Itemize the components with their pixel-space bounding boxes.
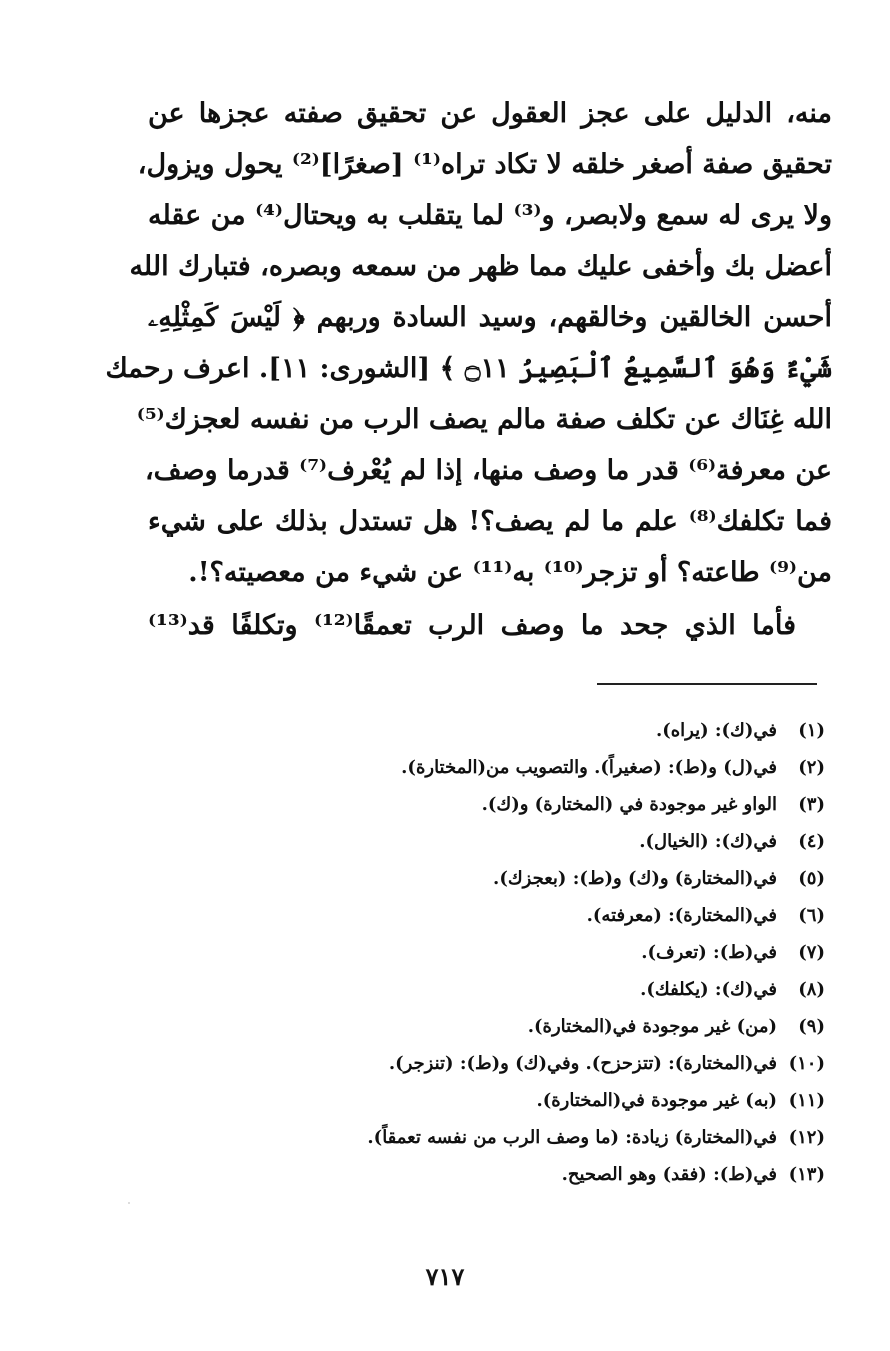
footnote-text: في(المختارة) و(ك) و(ط): (بعجزك).	[493, 868, 777, 889]
text-line: منه، الدليل على عجز العقول عن تحقيق صفته عجزها عن	[148, 98, 832, 129]
footnote-text: في(ط): (فقد) وهو الصحيح.	[561, 1164, 777, 1185]
footnote-text: (به) غير موجودة في(المختارة).	[536, 1090, 777, 1111]
footnote-number: (١٠)	[788, 1053, 825, 1074]
footnote-text: في(ك): (يراه).	[655, 720, 777, 741]
footnote-separator	[597, 683, 817, 685]
footnote-item	[300, 971, 825, 1008]
footnote-text: في(المختارة): (تتزحزح). وفي(ك) و(ط): (تنزجر).	[388, 1053, 777, 1074]
paragraph-start-line: فأما الذي جحد ما وصف الرب تعمقًا⁽¹²⁾ وتكلفًا قد⁽¹³⁾	[148, 610, 796, 641]
main-text-body	[105, 88, 833, 651]
footnote-number: (٦)	[798, 905, 825, 926]
footnote-text: في(ك): (يكلفك).	[640, 979, 777, 1000]
footnote-item	[300, 823, 825, 860]
footnote-text: في(المختارة) زيادة: (ما وصف الرب من نفسه تعمقاً).	[367, 1127, 777, 1148]
footnote-item	[300, 1156, 825, 1193]
text-line: ولا يرى له سمع ولابصر، و⁽³⁾ لما يتقلب به ويحتال⁽⁴⁾ من عقله	[148, 200, 832, 231]
page-number: ٧١٧	[425, 1262, 465, 1291]
footnote-item	[300, 1045, 825, 1082]
text-line: الله غِنَاك عن تكلف صفة مالم يصف الرب من نفسه لعجزك⁽⁵⁾	[136, 404, 832, 435]
footnote-number: (٣)	[798, 794, 825, 815]
footnote-item	[300, 1119, 825, 1156]
footnote-item	[300, 860, 825, 897]
text-line: عن معرفة⁽⁶⁾ قدر ما وصف منها، إذا لم يُعْرف⁽⁷⁾ قدرما وصف،	[144, 455, 832, 486]
text-line: من⁽⁹⁾ طاعته؟ أو تزجر⁽¹⁰⁾ به⁽¹¹⁾ عن شيء من معصيته؟!.	[188, 557, 832, 588]
footnote-number: (١٢)	[788, 1127, 825, 1148]
scan-speck	[128, 1202, 130, 1204]
footnote-text: الواو غير موجودة في (المختارة) و(ك).	[481, 794, 777, 815]
footnote-text: (من) غير موجودة في(المختارة).	[527, 1016, 777, 1037]
footnote-item	[300, 1082, 825, 1119]
footnote-number: (٤)	[798, 831, 825, 852]
text-line: أعضل بك وأخفى عليك مما ظهر من سمعه وبصره، فتبارك الله	[129, 251, 832, 282]
footnote-item	[300, 934, 825, 971]
text-line: أحسن الخالقين وخالقهم، وسيد السادة وربهم ﴿ لَيْسَ كَمِثْلِهِۦ	[148, 302, 832, 333]
footnote-item	[300, 897, 825, 934]
footnote-item	[300, 786, 825, 823]
footnote-item	[300, 1008, 825, 1045]
text-line: تحقيق صفة أصغر خلقه لا تكاد تراه⁽¹⁾ [صغرًا]⁽²⁾ يحول ويزول،	[137, 149, 832, 180]
footnotes-section	[300, 712, 825, 1193]
footnote-number: (٢)	[798, 757, 825, 778]
text-line: شَيْءٌ وَهُوَ ٱلسَّمِيعُ ٱلْبَصِيرُ ۝١١ ﴾ [الشورى: ١١]. اعرف رحمك	[105, 353, 832, 384]
text-line: فما تكلفك⁽⁸⁾ علم ما لم يصف؟! هل تستدل بذلك على شيء	[148, 506, 833, 537]
footnote-number: (٩)	[798, 1016, 825, 1037]
footnote-text: في(ط): (تعرف).	[641, 942, 777, 963]
footnote-number: (٥)	[798, 868, 825, 889]
footnote-number: (٨)	[798, 979, 825, 1000]
footnote-number: (٧)	[798, 942, 825, 963]
footnote-item	[300, 712, 825, 749]
footnote-text: في(ك): (الخيال).	[639, 831, 777, 852]
footnote-item	[300, 749, 825, 786]
footnote-number: (١١)	[788, 1090, 825, 1111]
footnote-text: في(ل) و(ط): (صغيراً). والتصويب من(المختارة).	[401, 757, 777, 778]
footnote-text: في(المختارة): (معرفته).	[586, 905, 777, 926]
footnote-number: (١)	[798, 720, 825, 741]
footnote-number: (١٣)	[788, 1164, 825, 1185]
